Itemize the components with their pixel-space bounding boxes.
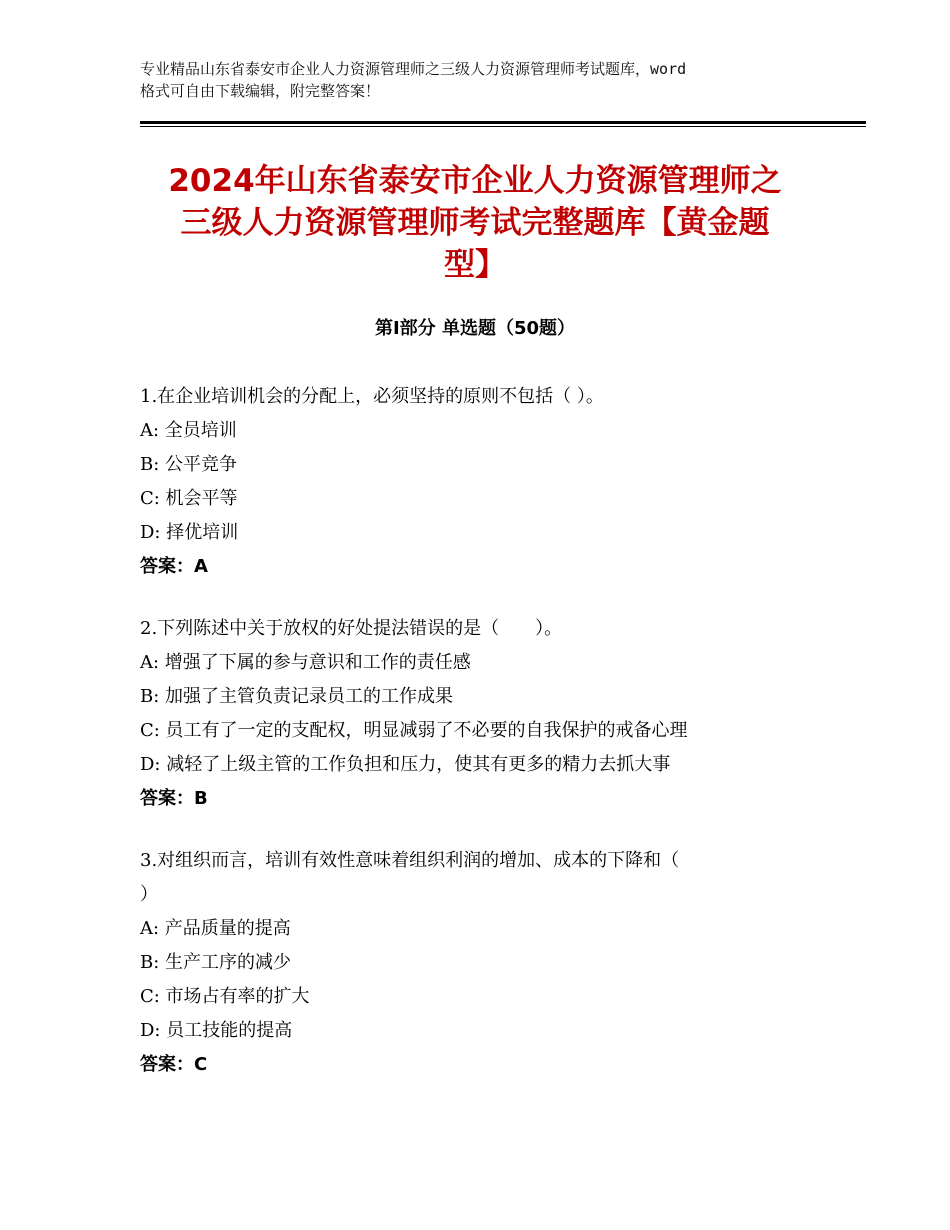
question-1	[140, 380, 820, 584]
option-c: C: 机会平等	[140, 488, 238, 509]
option-d: D: 员工技能的提高	[140, 1020, 293, 1041]
section-title: 第Ⅰ部分 单选题（50题）	[374, 318, 575, 339]
option-a: A: 产品质量的提高	[140, 918, 291, 939]
option-c: C: 市场占有率的扩大	[140, 986, 310, 1007]
header-note	[140, 58, 840, 102]
header-rule-thick	[140, 121, 866, 124]
option-b: B: 加强了主管负责记录员工的工作成果	[140, 686, 454, 707]
option-d: D: 减轻了上级主管的工作负担和压力，使其有更多的精力去抓大事	[140, 754, 671, 775]
question-stem: 3.对组织而言，培训有效性意味着组织利润的增加、成本的下降和（	[140, 850, 680, 871]
answer: 答案：B	[140, 788, 208, 809]
answer: 答案：C	[140, 1054, 208, 1075]
document-title-line-1: 2024年山东省泰安市企业人力资源管理师之	[168, 163, 782, 199]
question-stem: 1.在企业培训机会的分配上，必须坚持的原则不包括（ ）。	[140, 386, 604, 407]
option-b: B: 生产工序的减少	[140, 952, 292, 973]
question-3	[140, 844, 820, 1082]
question-2	[140, 612, 820, 816]
option-b: B: 公平竞争	[140, 454, 238, 475]
header-note-line-2: 格式可自由下载编辑，附完整答案！	[140, 82, 381, 100]
header-rule-thin	[140, 126, 866, 127]
document-title-line-2: 三级人力资源管理师考试完整题库【黄金题	[180, 205, 770, 241]
question-list	[140, 380, 820, 1110]
question-stem: 2.下列陈述中关于放权的好处提法错误的是（ ）。	[140, 618, 563, 639]
document-title-line-3: 型】	[444, 247, 506, 283]
answer: 答案：A	[140, 556, 208, 577]
option-a: A: 全员培训	[140, 420, 237, 441]
question-stem-continued: ）	[140, 884, 158, 905]
option-c: C: 员工有了一定的支配权，明显减弱了不必要的自我保护的戒备心理	[140, 720, 688, 741]
option-d: D: 择优培训	[140, 522, 239, 543]
document-title	[130, 160, 820, 286]
header-note-line-1: 专业精品山东省泰安市企业人力资源管理师之三级人力资源管理师考试题库，word	[140, 60, 687, 78]
option-a: A: 增强了下属的参与意识和工作的责任感	[140, 652, 471, 673]
